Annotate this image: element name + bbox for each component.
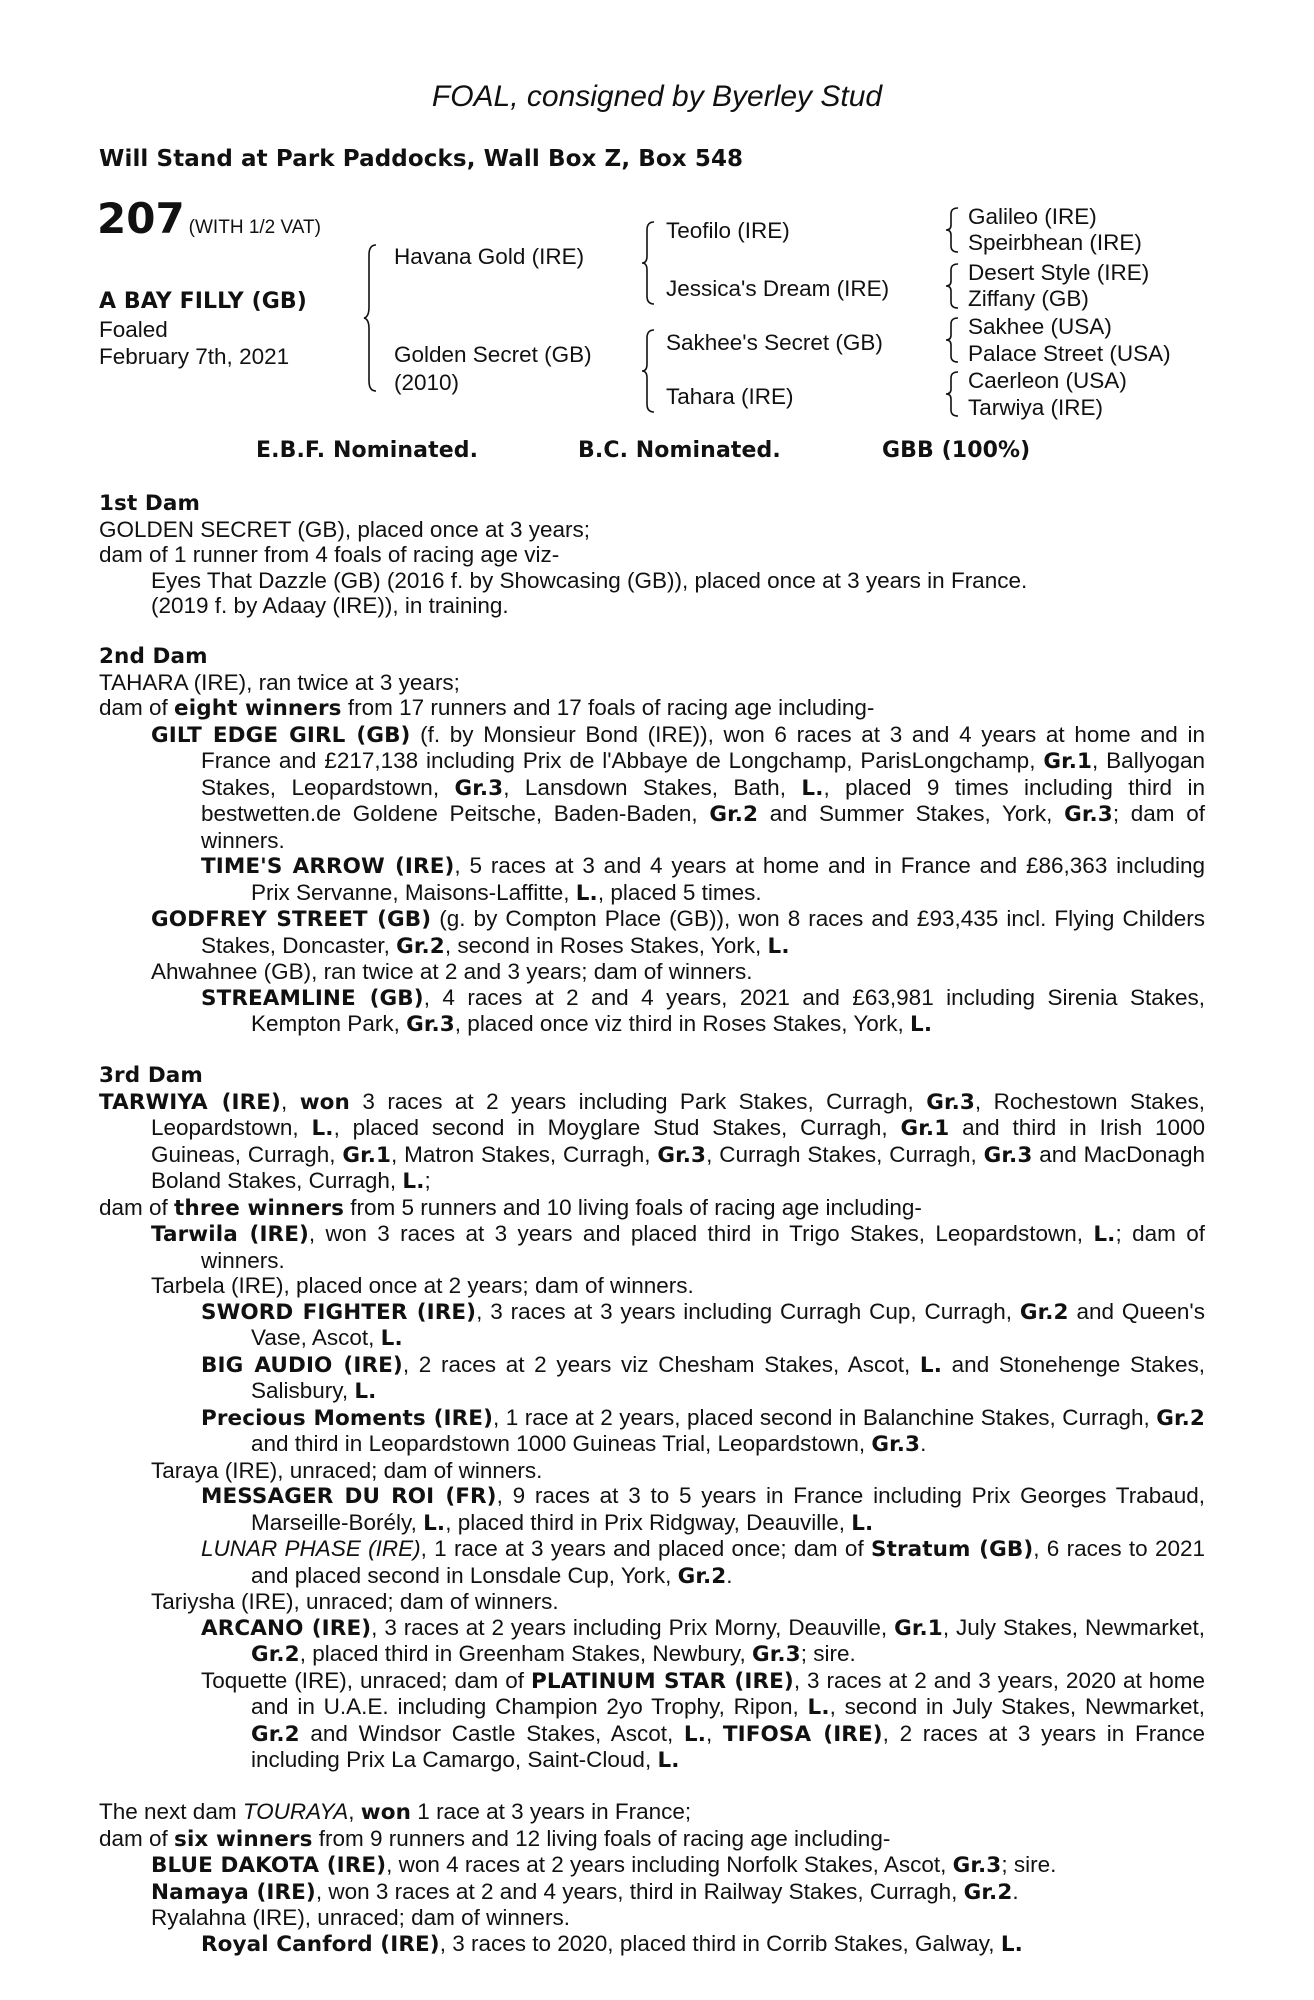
pedigree-brace-g3 xyxy=(944,316,962,364)
first-dam-heading: 1st Dam xyxy=(99,491,200,516)
ryalahna-entry: Ryalahna (IRE), unraced; dam of winners. xyxy=(151,1905,570,1930)
pedigree-brace-dam xyxy=(640,328,660,414)
foaled-info xyxy=(99,316,289,370)
second-dam-heading: 2nd Dam xyxy=(99,644,208,669)
pedigree-brace-g1 xyxy=(944,206,962,254)
royal-canford-entry: Royal Canford (IRE), 3 races to 2020, placed third in Corrib Stakes, Galway, L. xyxy=(201,1930,1023,1957)
next-dam-produce-summary: dam of six winners from 9 runners and 12 living foals of racing age including- xyxy=(99,1825,891,1852)
big-audio-entry: BIG AUDIO (IRE), 2 races at 2 years viz Chesham Stakes, Ascot, L. and Stonehenge Stakes, Salisbury, L. xyxy=(201,1351,1205,1404)
pedigree-dam-sire: Sakhee's Secret (GB) xyxy=(666,330,883,355)
messager-du-roi-entry: MESSAGER DU ROI (FR), 9 races at 3 to 5 years in France including Prix Georges Trabaud, Marseille-Borély, L., placed third in Prix Ridgway, Deauville, L. xyxy=(201,1483,1206,1536)
lot-number-block xyxy=(97,194,321,243)
lunar-phase-entry: LUNAR PHASE (IRE), 1 race at 3 years and placed once; dam of Stratum (GB), 6 races to 2021 and placed second in Lonsdale Cup, York, Gr.2. xyxy=(201,1536,1206,1589)
toquette-entry: Toquette (IRE), unraced; dam of PLATINUM STAR (IRE), 3 races at 2 and 3 years, 2020 at home and in U.A.E. including Champion 2yo Trophy, Ripon, L., second in July Stakes, Newmarket, Gr.2 and Windsor Castle Stakes, Ascot, L., TIFOSA (IRE), 2 races at 3 years in France including Prix La Camargo, Saint-Cloud, L. xyxy=(201,1667,1205,1773)
pedigree-sire: Havana Gold (IRE) xyxy=(394,244,585,269)
taraya-entry: Taraya (IRE), unraced; dam of winners. xyxy=(151,1457,543,1483)
pedigree-gg5: Sakhee (USA) xyxy=(968,314,1112,339)
pedigree-dam-dam: Tahara (IRE) xyxy=(666,384,794,409)
tariysha-entry: Tariysha (IRE), unraced; dam of winners. xyxy=(151,1589,559,1614)
foaled-date: February 7th, 2021 xyxy=(99,344,290,369)
tarwila-entry: Tarwila (IRE), won 3 races at 3 years and placed third in Trigo Stakes, Leopardstown, L.; dam of winners. xyxy=(151,1221,1205,1273)
pedigree-notes xyxy=(99,491,1205,1957)
location-line: Will Stand at Park Paddocks, Wall Box Z, Box 548 xyxy=(99,146,744,172)
pedigree-gg3: Desert Style (IRE) xyxy=(968,260,1150,285)
pedigree-gg7: Caerleon (USA) xyxy=(968,368,1127,393)
pedigree-sire-sire: Teofilo (IRE) xyxy=(666,218,790,243)
pedigree-gg4: Ziffany (GB) xyxy=(968,286,1089,311)
tarbela-entry: Tarbela (IRE), placed once at 2 years; dam of winners. xyxy=(151,1273,694,1298)
first-dam-foal-1: Eyes That Dazzle (GB) (2016 f. by Showcasing (GB)), placed once at 3 years in France. xyxy=(151,567,1028,593)
gbb-label: GBB (100%) xyxy=(882,438,1031,463)
pedigree-dam-year: (2010) xyxy=(394,370,460,395)
third-dam-heading: 3rd Dam xyxy=(99,1063,203,1088)
streamline-entry: STREAMLINE (GB), 4 races at 2 and 4 years, 2021 and £63,981 including Sirenia Stakes, Kempton Park, Gr.3, placed once viz third in Roses Stakes, York, L. xyxy=(201,984,1205,1037)
precious-moments-entry: Precious Moments (IRE), 1 race at 2 years, placed second in Balanchine Stakes, Curragh, Gr.2 and third in Leopardstown 1000 Guineas Trial, Leopardstown, Gr.3. xyxy=(201,1404,1205,1457)
second-dam-produce-summary: dam of eight winners from 17 runners and 17 foals of racing age including- xyxy=(99,695,875,721)
pedigree-brace-g2 xyxy=(944,262,962,310)
foaled-label: Foaled xyxy=(99,317,168,342)
pedigree-dam: Golden Secret (GB) xyxy=(394,342,592,367)
first-dam-line: GOLDEN SECRET (GB), placed once at 3 years; xyxy=(99,516,591,542)
lot-vat: (WITH 1/2 VAT) xyxy=(188,217,321,238)
times-arrow-entry: TIME'S ARROW (IRE), 5 races at 3 and 4 years at home and in France and £86,363 including Prix Servanne, Maisons-Laffitte, L., placed 5 times. xyxy=(201,853,1205,906)
sword-fighter-entry: SWORD FIGHTER (IRE), 3 races at 3 years including Curragh Cup, Curragh, Gr.2 and Queen's Vase, Ascot, L. xyxy=(201,1298,1205,1351)
pedigree-gg2: Speirbhean (IRE) xyxy=(968,230,1142,255)
consignor-heading: FOAL, consigned by Byerley Stud xyxy=(431,80,883,113)
pedigree-gg1: Galileo (IRE) xyxy=(968,204,1097,229)
pedigree-gg8: Tarwiya (IRE) xyxy=(968,395,1104,420)
bc-nomination: B.C. Nominated. xyxy=(578,438,781,463)
pedigree-brace-sire xyxy=(640,220,660,306)
ahwahnee-entry: Ahwahnee (GB), ran twice at 2 and 3 years; dam of winners. xyxy=(151,959,753,984)
gilt-edge-girl-entry: GILT EDGE GIRL (GB) (f. by Monsieur Bond (IRE)), won 6 races at 3 and 4 years at home and in France and £217,138 including Prix de l'Abbaye de Longchamp, ParisLongchamp, Gr.1, Ballyogan Stakes, Leopardstown, Gr.3, Lansdown Stakes, Bath, L., placed 9 times including third in bestwetten.de Goldene Peitsche, Baden-Baden, Gr.2 and Summer Stakes, York, Gr.3; dam of winners. xyxy=(151,721,1205,853)
second-dam-line: TAHARA (IRE), ran twice at 3 years; xyxy=(99,669,460,695)
first-dam-produce-summary: dam of 1 runner from 4 foals of racing age viz- xyxy=(99,542,560,567)
pedigree-gg6: Palace Street (USA) xyxy=(968,341,1171,366)
third-dam-produce-summary: dam of three winners from 5 runners and 10 living foals of racing age including- xyxy=(99,1194,922,1221)
tarwiya-entry: TARWIYA (IRE), won 3 races at 2 years including Park Stakes, Curragh, Gr.3, Rochestown Stakes, Leopardstown, L., placed second in Moyglare Stud Stakes, Curragh, Gr.1 and third in Irish 1000 Guineas, Curragh, Gr.1, Matron Stakes, Curragh, Gr.3, Curragh Stakes, Curragh, Gr.3 and MacDonagh Boland Stakes, Curragh, L.; xyxy=(99,1088,1206,1194)
godfrey-street-entry: GODFREY STREET (GB) (g. by Compton Place (GB)), won 8 races and £93,435 incl. Flying Childers Stakes, Doncaster, Gr.2, second in Roses Stakes, York, L. xyxy=(151,906,1205,959)
arcano-entry: ARCANO (IRE), 3 races at 2 years including Prix Morny, Deauville, Gr.1, July Stakes, Newmarket, Gr.2, placed third in Greenham Stakes, Newbury, Gr.3; sire. xyxy=(201,1614,1205,1667)
pedigree-brace-g4 xyxy=(944,370,962,418)
ebf-nomination: E.B.F. Nominated. xyxy=(256,438,479,463)
horse-description: A BAY FILLY (GB) xyxy=(99,289,307,314)
first-dam-foal-2: (2019 f. by Adaay (IRE)), in training. xyxy=(151,593,509,618)
pedigree-brace-main xyxy=(362,243,382,393)
next-dam-line: The next dam TOURAYA, won 1 race at 3 years in France; xyxy=(99,1799,692,1825)
pedigree-sire-dam: Jessica's Dream (IRE) xyxy=(666,276,890,301)
namaya-entry: Namaya (IRE), won 3 races at 2 and 4 years, third in Railway Stakes, Curragh, Gr.2. xyxy=(151,1878,1019,1905)
lot-number: 207 xyxy=(97,194,185,243)
blue-dakota-entry: BLUE DAKOTA (IRE), won 4 races at 2 years including Norfolk Stakes, Ascot, Gr.3; sire. xyxy=(151,1852,1057,1878)
